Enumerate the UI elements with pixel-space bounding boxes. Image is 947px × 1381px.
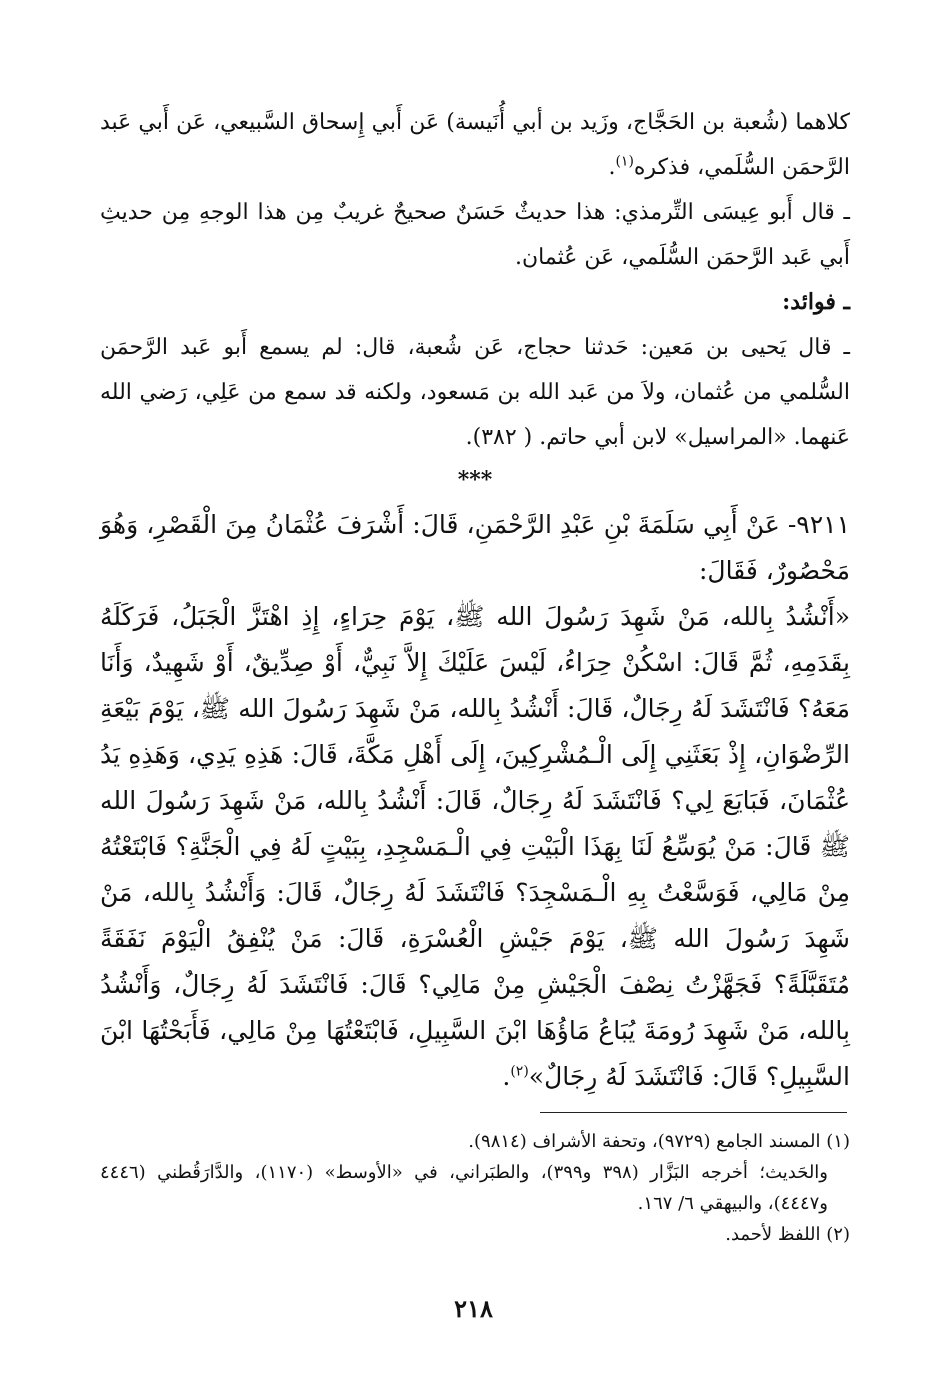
hadith-body-end: . [502,1062,511,1091]
paragraph-source-chain-end: . [608,155,616,180]
page-number: ٢١٨ [454,1294,493,1323]
footnotes [100,1126,850,1250]
hadith-body-text: «أَنْشُدُ بِالله، مَنْ شَهِدَ رَسُولَ الله ﷺ، يَوْمَ حِرَاءٍ، إِذِ اهْتَزَّ الْجَبَلُ، فَرَكَلَهُ بِقَدَمِهِ، ثُمَّ قَالَ: اسْكُنْ حِرَاءُ، لَيْسَ عَلَيْكَ إِلاَّ نَبِيٌّ، أَوْ صِدِّيقٌ، أَوْ شَهِيدٌ، وَأَنَا مَعَهُ؟ فَانْتَشَدَ لَهُ رِجَالٌ، قَالَ: أَنْشُدُ بِالله، مَنْ شَهِدَ رَسُولَ الله ﷺ، يَوْمَ بَيْعَةِ الرِّضْوَانِ، إِذْ بَعَثَنِي إِلَى الْـمُشْرِكِينَ، إِلَى أَهْلِ مَكَّةَ، قَالَ: هَذِهِ يَدِي، وَهَذِهِ يَدُ عُثْمَانَ، فَبَايَعَ لِي؟ فَانْتَشَدَ لَهُ رِجَالٌ، قَالَ: أَنْشُدُ بِالله، مَنْ شَهِدَ رَسُولَ الله ﷺ قَالَ: مَنْ يُوَسِّعُ لَنَا بِهَذَا الْبَيْتِ فِي الْـمَسْجِدِ، بِبَيْتٍ لَهُ فِي الْجَنَّةِ؟ فَابْتَعْتُهُ مِنْ مَالِي، فَوَسَّعْتُ بِهِ الْـمَسْجِدَ؟ فَانْتَشَدَ لَهُ رِجَالٌ، قَالَ: وَأَنْشُدُ بِالله، مَنْ شَهِدَ رَسُولَ الله ﷺ، يَوْمَ جَيْشِ الْعُسْرَةِ، قَالَ: مَنْ يُنْفِقُ الْيَوْمَ نَفَقَةً مُتَقَبَّلَةً؟ فَجَهَّزْتُ نِصْفَ الْجَيْشِ مِنْ مَالِي؟ قَالَ: فَانْتَشَدَ لَهُ رِجَالٌ، وَأَنْشُدُ بِالله، مَنْ شَهِدَ رُومَةَ يُبَاعُ مَاؤُهَا ابْنَ السَّبِيلِ، فَابْتَعْتُهَا مِنْ مَالِي، فَأَبَحْتُهَا ابْنَ السَّبِيلِ؟ قَالَ: فَانْتَشَدَ لَهُ رِجَالٌ» [100,602,850,1091]
footnote-ref-1[interactable]: (١) [615,153,634,170]
paragraph-tirmidhi-grading: ـ قال أَبو عِيسَى التِّرمذي: هذا حديثٌ حَسَنٌ صحيحٌ غريبٌ مِن هذا الوجهِ مِن حديثِ أَبي عَبد الرَّحمَن السُّلَمي، عَن عُثمان. [100,200,850,270]
hadith-body [100,594,850,1100]
section-separator: *** [457,467,493,493]
hadith-intro: ٩٢١١- عَنْ أَبِي سَلَمَةَ بْنِ عَبْدِ الرَّحْمَنِ، قَالَ: أَشْرَفَ عُثْمَانُ مِنَ الْقَصْرِ، وَهُوَ مَحْصُورٌ، فَقَالَ: [100,510,850,585]
footnote-ref-2[interactable]: (٢) [510,1063,529,1080]
fawaid-heading: ـ فوائد: [782,289,850,315]
footnote-2: (٢) اللفظ لأحمد. [725,1224,850,1245]
footnote-1-continuation: والحَديث؛ أخرجه البَزَّار (٣٩٨ و٣٩٩)، والطبَراني، في «الأوسط» (١١٧٠)، والدَّارَقُطني (٤٤٤٦ و٤٤٤٧)، والبيهقي ٦/ ١٦٧. [100,1162,828,1214]
main-text [100,100,850,1100]
paragraph-source-chain-text: كلاهما (شُعبة بن الحَجَّاج، وزَيد بن أبي أُنَيسة) عَن أَبي إِسحاق السَّبيعي، عَن أَبي عَبد الرَّحمَن السُّلَمي، فذكره [100,110,850,180]
paragraph-ibn-maeen: ـ قال يَحيى بن مَعين: حَدثنا حجاج، عَن شُعبة، قال: لم يسمع أَبو عَبد الرَّحمَن السُّلمي من عُثمان، ولاَ من عَبد الله بن مَسعود، ولكنه قد سمع من عَلِي، رَضي الله عَنهما. «المراسيل» لابن أبي حاتم. ( ٣٨٢). [100,335,850,450]
paragraph-source-chain [100,100,850,190]
footnote-divider [540,1112,847,1113]
footnote-1: (١) المسند الجامع (٩٧٢٩)، وتحفة الأشراف (٩٨١٤). [468,1131,850,1152]
